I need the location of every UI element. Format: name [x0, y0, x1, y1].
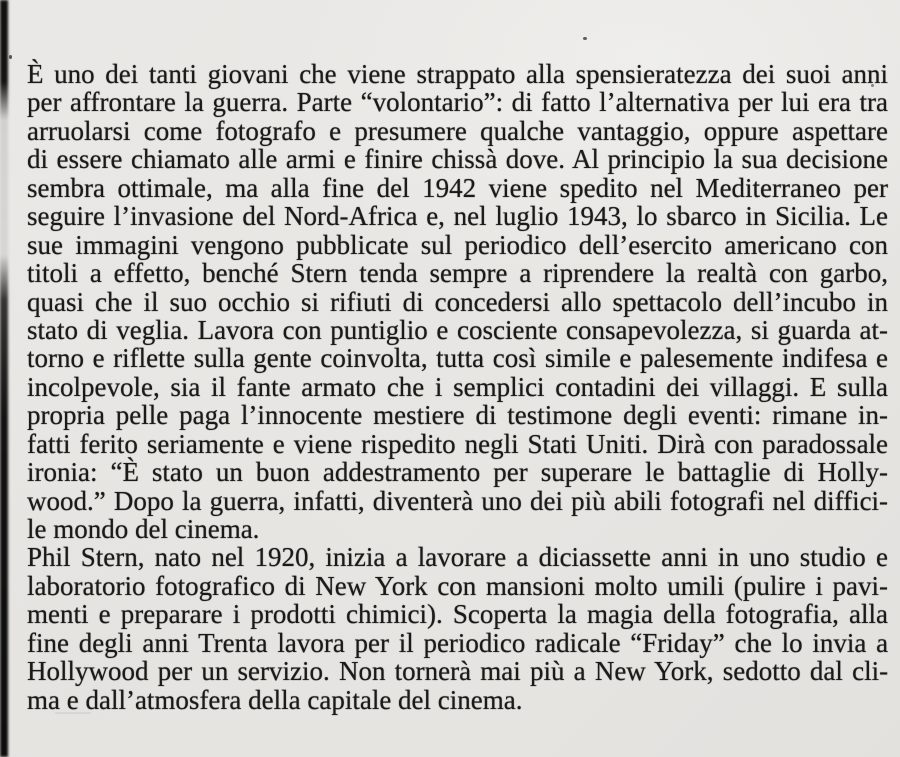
text-run: È uno dei tanti giovani che viene strappato alla spensieratezza dei suoi anni	[27, 59, 889, 89]
page-gutter-shadow	[0, 0, 8, 757]
text-line	[27, 117, 888, 145]
text-line	[27, 316, 888, 344]
text-line	[27, 515, 888, 543]
text-run: Phil Stern, nato nel 1920, inizia a lavorare a diciassette anni in uno studio e	[27, 542, 888, 573]
text-line	[27, 259, 888, 287]
scan-speck	[583, 37, 587, 40]
text-run: quasi che il suo occhio si rifiuti di concedersi allo spettacolo dell’incubo in	[27, 286, 889, 317]
text-line	[27, 174, 888, 202]
text-run: laboratorio fotografico di New York con mansioni molto umili (pulire i pavi-	[27, 570, 889, 601]
text-run: sembra ottimale, ma alla fine del 1942 viene spedito nel Mediterraneo per	[27, 172, 888, 203]
text-line	[27, 288, 888, 316]
text-run: sue immagini vengono pubblicate sul periodico dell’esercito americano con	[27, 229, 888, 260]
text-run: ma e dall’atmosfera della capitale del cinema.	[27, 684, 523, 715]
body-text	[27, 60, 888, 714]
text-line	[27, 686, 888, 714]
text-run: le mondo del cinema.	[27, 514, 260, 544]
text-run: ironia: “È stato un buon addestramento per superare le battaglie di Holly-	[27, 457, 889, 488]
text-line	[27, 600, 888, 628]
text-run: fatti ferito seriamente e viene rispedito negli Stati Uniti. Dirà con paradossale	[27, 428, 889, 459]
text-line	[27, 430, 888, 458]
text-run: titoli a effetto, benché Stern tenda sempre a riprendere la realtà con garbo,	[27, 258, 888, 289]
text-line	[27, 572, 888, 600]
text-line	[27, 88, 888, 116]
text-run: seguire l’invasione del Nord-Africa e, nel luglio 1943, lo sbarco in Sicilia. Le	[27, 201, 889, 232]
text-line	[27, 629, 888, 657]
text-run: per affrontare la guerra. Parte “volontario”: di fatto l’alternativa per lui era tra	[27, 87, 888, 118]
text-line	[27, 657, 888, 685]
text-run: incolpevole, sia il fante armato che i semplici contadini dei villaggi. E sulla	[27, 371, 888, 402]
text-line	[27, 60, 888, 88]
text-line	[27, 401, 888, 429]
text-line	[27, 145, 888, 173]
text-run: torno e riflette sulla gente coinvolta, tutta così simile e palesemente indifesa e	[27, 343, 889, 374]
text-run: di essere chiamato alle armi e finire chissà dove. Al principio la sua decisione	[27, 144, 888, 175]
text-run: wood.” Dopo la guerra, infatti, diventerà uno dei più abili fotografi nel diffici-	[27, 485, 889, 516]
text-line	[27, 202, 888, 230]
text-line	[27, 487, 888, 515]
text-line	[27, 231, 888, 259]
text-run: arruolarsi come fotografo e presumere qualche vantaggio, oppure aspettare	[27, 115, 888, 146]
text-run: propria pelle paga l’innocente mestiere di testimone degli eventi: rimane in-	[27, 400, 889, 431]
text-line	[27, 373, 888, 401]
text-run: fine degli anni Trenta lavora per il periodico radicale “Friday” che lo invia a	[27, 627, 889, 658]
text-run: Hollywood per un servizio. Non tornerà mai più a New York, sedotto dal cli-	[27, 656, 889, 687]
text-line	[27, 543, 888, 571]
text-line	[27, 458, 888, 486]
text-line	[27, 344, 888, 372]
scan-speck	[9, 55, 12, 59]
text-run: menti e preparare i prodotti chimici). Scoperta la magia della fotografia, alla	[27, 599, 888, 630]
text-run: stato di veglia. Lavora con puntiglio e cosciente consapevolezza, si guarda at-	[27, 314, 888, 345]
